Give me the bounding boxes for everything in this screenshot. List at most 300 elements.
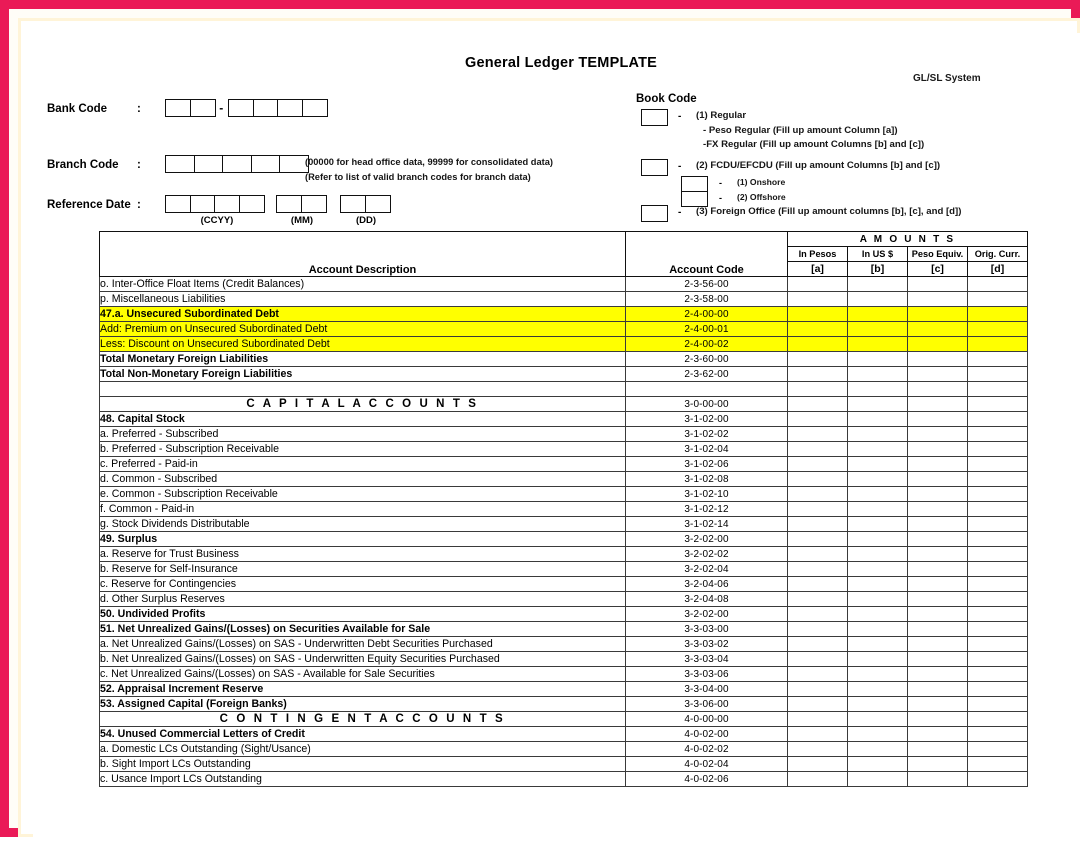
- book-code-option-2b-label: (2) Offshore: [737, 192, 786, 202]
- cell-account-description: p. Miscellaneous Liabilities: [100, 292, 626, 307]
- cell-amount-b[interactable]: [848, 472, 908, 487]
- th-amount-in-pesos: In Pesos: [788, 247, 848, 262]
- book-code-checkbox-foreign-office[interactable]: [641, 205, 668, 222]
- cell-account-description: a. Preferred - Subscribed: [100, 427, 626, 442]
- cell-amount-b[interactable]: [848, 517, 908, 532]
- cell-account-description: Total Monetary Foreign Liabilities: [100, 352, 626, 367]
- cell-amount-b[interactable]: [848, 742, 908, 757]
- cell-amount-c[interactable]: [908, 607, 968, 622]
- cell-account-description: b. Sight Import LCs Outstanding: [100, 757, 626, 772]
- bank-code-separator: -: [219, 101, 224, 115]
- cell-amount-a[interactable]: [788, 427, 848, 442]
- cell-amount-d[interactable]: [968, 277, 1028, 292]
- cell-amount-c[interactable]: [908, 427, 968, 442]
- cell-amount-c[interactable]: [908, 712, 968, 727]
- table-row: [100, 277, 1028, 292]
- th-col-letter-b: [b]: [848, 262, 908, 277]
- cell-account-description: c. Reserve for Contingencies: [100, 577, 626, 592]
- th-amount-orig-curr: Orig. Curr.: [968, 247, 1028, 262]
- cell-account-description: o. Inter-Office Float Items (Credit Balances): [100, 277, 626, 292]
- cell-account-description: 54. Unused Commercial Letters of Credit: [100, 727, 626, 742]
- table-row: [100, 322, 1028, 337]
- cell-account-code: 3-3-03-02: [626, 637, 788, 652]
- table-row: [100, 547, 1028, 562]
- cell-amount-b[interactable]: [848, 592, 908, 607]
- cell-amount-c[interactable]: [908, 667, 968, 682]
- branch-code-note-1: (00000 for head office data, 99999 for consolidated data): [305, 157, 553, 167]
- cell-amount-c[interactable]: [908, 382, 968, 397]
- cell-amount-b[interactable]: [848, 622, 908, 637]
- cell-account-description: 47.a. Unsecured Subordinated Debt: [100, 307, 626, 322]
- cell-account-description: a. Domestic LCs Outstanding (Sight/Usance): [100, 742, 626, 757]
- cell-amount-d[interactable]: [968, 337, 1028, 352]
- cell-account-description: e. Common - Subscription Receivable: [100, 487, 626, 502]
- cell-amount-d[interactable]: [968, 577, 1028, 592]
- cell-amount-a[interactable]: [788, 592, 848, 607]
- book-code-title: Book Code: [636, 93, 697, 105]
- bank-code-box-3[interactable]: [228, 99, 254, 117]
- cell-account-code: 4-0-02-00: [626, 727, 788, 742]
- branch-code-fields[interactable]: [165, 155, 308, 173]
- book-code-option-1-detail-2: -FX Regular (Fill up amount Columns [b] and [c]): [703, 139, 925, 150]
- cell-amount-c[interactable]: [908, 277, 968, 292]
- book-code-checkbox-offshore[interactable]: [681, 191, 708, 207]
- cell-amount-b[interactable]: [848, 562, 908, 577]
- table-row: [100, 442, 1028, 457]
- cell-account-code: 3-1-02-10: [626, 487, 788, 502]
- cell-account-description: f. Common - Paid-in: [100, 502, 626, 517]
- cell-account-code: 3-2-02-02: [626, 547, 788, 562]
- cell-account-code: 3-1-02-04: [626, 442, 788, 457]
- ref-year-box-1[interactable]: [165, 195, 191, 213]
- cell-amount-a[interactable]: [788, 622, 848, 637]
- cell-amount-c[interactable]: [908, 397, 968, 412]
- book-code-option-2-label: (2) FCDU/EFCDU (Fill up amount Columns [b] and [c]): [696, 160, 941, 171]
- cell-amount-c[interactable]: [908, 337, 968, 352]
- cell-amount-d[interactable]: [968, 607, 1028, 622]
- cell-account-code: 3-1-02-14: [626, 517, 788, 532]
- cell-account-code: 3-1-02-00: [626, 412, 788, 427]
- table-body: [100, 277, 1028, 787]
- cell-amount-a[interactable]: [788, 487, 848, 502]
- cell-amount-d[interactable]: [968, 547, 1028, 562]
- cell-amount-c[interactable]: [908, 697, 968, 712]
- system-label: GL/SL System: [913, 73, 981, 84]
- cell-amount-b[interactable]: [848, 277, 908, 292]
- cell-amount-a[interactable]: [788, 382, 848, 397]
- cell-account-code: 3-1-02-02: [626, 427, 788, 442]
- cell-amount-a[interactable]: [788, 652, 848, 667]
- book-code-checkbox-fcdu[interactable]: [641, 159, 668, 176]
- cell-amount-a[interactable]: [788, 412, 848, 427]
- cell-amount-d[interactable]: [968, 292, 1028, 307]
- cell-account-description: C A P I T A L A C C O U N T S: [100, 397, 626, 412]
- cell-account-code: 3-2-04-08: [626, 592, 788, 607]
- cell-amount-c[interactable]: [908, 592, 968, 607]
- table-row: [100, 517, 1028, 532]
- cell-amount-d[interactable]: [968, 352, 1028, 367]
- reference-date-colon: :: [137, 199, 141, 211]
- table-row: [100, 502, 1028, 517]
- th-amount-in-usd: In US $: [848, 247, 908, 262]
- cell-amount-c[interactable]: [908, 742, 968, 757]
- branch-code-box-2[interactable]: [194, 155, 224, 173]
- cell-amount-b[interactable]: [848, 382, 908, 397]
- cell-amount-c[interactable]: [908, 562, 968, 577]
- cell-account-description: C O N T I N G E N T A C C O U N T S: [100, 712, 626, 727]
- cell-amount-d[interactable]: [968, 712, 1028, 727]
- cell-amount-b[interactable]: [848, 757, 908, 772]
- cell-account-description: c. Usance Import LCs Outstanding: [100, 772, 626, 787]
- cell-amount-b[interactable]: [848, 547, 908, 562]
- branch-code-box-4[interactable]: [251, 155, 281, 173]
- cell-amount-c[interactable]: [908, 772, 968, 787]
- cell-account-code: 2-3-58-00: [626, 292, 788, 307]
- ref-year-caption: (CCYY): [200, 215, 234, 226]
- ref-month-caption: (MM): [290, 215, 314, 226]
- cell-amount-a[interactable]: [788, 472, 848, 487]
- th-col-letter-a: [a]: [788, 262, 848, 277]
- cell-account-description: b. Preferred - Subscription Receivable: [100, 442, 626, 457]
- cell-amount-b[interactable]: [848, 397, 908, 412]
- cell-account-code: 3-3-04-00: [626, 682, 788, 697]
- cell-amount-b[interactable]: [848, 637, 908, 652]
- bank-code-box-2[interactable]: [190, 99, 216, 117]
- table-row: [100, 757, 1028, 772]
- cell-amount-d[interactable]: [968, 382, 1028, 397]
- table-row: [100, 412, 1028, 427]
- book-code-option-1-label: (1) Regular: [696, 110, 747, 121]
- bank-code-label: Bank Code: [47, 103, 108, 115]
- reference-date-label: Reference Date: [47, 199, 131, 211]
- cell-amount-b[interactable]: [848, 352, 908, 367]
- cell-account-description: d. Common - Subscribed: [100, 472, 626, 487]
- ref-year-box-2[interactable]: [190, 195, 216, 213]
- cell-amount-d[interactable]: [968, 442, 1028, 457]
- cell-amount-d[interactable]: [968, 532, 1028, 547]
- table-row: [100, 727, 1028, 742]
- cell-account-description: 48. Capital Stock: [100, 412, 626, 427]
- cell-amount-b[interactable]: [848, 457, 908, 472]
- cell-amount-c[interactable]: [908, 532, 968, 547]
- cell-account-code: 3-1-02-08: [626, 472, 788, 487]
- th-col-letter-d: [d]: [968, 262, 1028, 277]
- table-row: [100, 367, 1028, 382]
- book-code-dash-1: -: [678, 111, 682, 122]
- table-row: [100, 772, 1028, 787]
- cell-amount-b[interactable]: [848, 442, 908, 457]
- cell-account-code: 2-4-00-02: [626, 337, 788, 352]
- bank-code-box-5[interactable]: [277, 99, 303, 117]
- cell-account-code: 3-3-03-04: [626, 652, 788, 667]
- cell-amount-c[interactable]: [908, 457, 968, 472]
- cell-amount-d[interactable]: [968, 772, 1028, 787]
- cell-amount-b[interactable]: [848, 337, 908, 352]
- cell-amount-a[interactable]: [788, 607, 848, 622]
- cell-amount-d[interactable]: [968, 667, 1028, 682]
- cell-amount-b[interactable]: [848, 772, 908, 787]
- cell-amount-b[interactable]: [848, 322, 908, 337]
- table-row: [100, 622, 1028, 637]
- cell-amount-a[interactable]: [788, 442, 848, 457]
- cell-amount-b[interactable]: [848, 367, 908, 382]
- cell-amount-d[interactable]: [968, 562, 1028, 577]
- cell-amount-c[interactable]: [908, 547, 968, 562]
- cell-amount-b[interactable]: [848, 427, 908, 442]
- branch-code-box-3[interactable]: [222, 155, 252, 173]
- cell-amount-c[interactable]: [908, 322, 968, 337]
- cell-amount-a[interactable]: [788, 502, 848, 517]
- bank-code-box-6[interactable]: [302, 99, 328, 117]
- cell-account-code: 3-3-03-06: [626, 667, 788, 682]
- cell-amount-c[interactable]: [908, 652, 968, 667]
- th-account-code: Account Code: [626, 232, 788, 277]
- cell-amount-d[interactable]: [968, 622, 1028, 637]
- cell-amount-d[interactable]: [968, 487, 1028, 502]
- cell-amount-b[interactable]: [848, 727, 908, 742]
- table-row: [100, 697, 1028, 712]
- bank-code-fields[interactable]: [165, 99, 327, 117]
- cell-account-code: 4-0-02-02: [626, 742, 788, 757]
- reference-date-month-fields[interactable]: [276, 195, 325, 213]
- cell-account-description: a. Net Unrealized Gains/(Losses) on SAS - Underwritten Debt Securities Purchased: [100, 637, 626, 652]
- book-code-option-2a-label: (1) Onshore: [737, 177, 786, 187]
- cell-amount-b[interactable]: [848, 607, 908, 622]
- cell-amount-d[interactable]: [968, 742, 1028, 757]
- cell-account-description: c. Net Unrealized Gains/(Losses) on SAS - Available for Sale Securities: [100, 667, 626, 682]
- cell-amount-d[interactable]: [968, 367, 1028, 382]
- cell-amount-b[interactable]: [848, 682, 908, 697]
- table-row: [100, 307, 1028, 322]
- cell-amount-d[interactable]: [968, 427, 1028, 442]
- cell-account-code: 2-4-00-01: [626, 322, 788, 337]
- cell-account-code: 3-2-04-06: [626, 577, 788, 592]
- ref-month-box-2[interactable]: [301, 195, 327, 213]
- cell-account-code: 3-1-02-06: [626, 457, 788, 472]
- cell-account-code: 2-3-60-00: [626, 352, 788, 367]
- cell-amount-d[interactable]: [968, 457, 1028, 472]
- book-code-option-3-label: (3) Foreign Office (Fill up amount columns [b], [c], and [d]): [696, 206, 962, 217]
- cell-amount-a[interactable]: [788, 352, 848, 367]
- cell-account-code: 3-1-02-12: [626, 502, 788, 517]
- th-col-letter-c: [c]: [908, 262, 968, 277]
- book-code-checkbox-regular[interactable]: [641, 109, 668, 126]
- ref-year-box-4[interactable]: [239, 195, 265, 213]
- branch-code-note-2: (Refer to list of valid branch codes for branch data): [305, 172, 531, 182]
- cell-amount-a[interactable]: [788, 742, 848, 757]
- cell-amount-c[interactable]: [908, 502, 968, 517]
- cell-amount-a[interactable]: [788, 517, 848, 532]
- cell-amount-a[interactable]: [788, 292, 848, 307]
- cell-amount-c[interactable]: [908, 472, 968, 487]
- cell-amount-d[interactable]: [968, 472, 1028, 487]
- cell-account-code: 4-0-02-04: [626, 757, 788, 772]
- cell-amount-d[interactable]: [968, 637, 1028, 652]
- frame-inner-bevel: [18, 18, 1080, 837]
- cell-amount-b[interactable]: [848, 292, 908, 307]
- cell-amount-a[interactable]: [788, 367, 848, 382]
- cell-amount-a[interactable]: [788, 757, 848, 772]
- cell-amount-a[interactable]: [788, 727, 848, 742]
- cell-amount-d[interactable]: [968, 412, 1028, 427]
- ledger-page: [33, 33, 1080, 846]
- cell-account-description: d. Other Surplus Reserves: [100, 592, 626, 607]
- cell-amount-a[interactable]: [788, 682, 848, 697]
- book-code-dash-2: -: [678, 161, 682, 172]
- cell-amount-b[interactable]: [848, 487, 908, 502]
- cell-amount-a[interactable]: [788, 532, 848, 547]
- table-row: [100, 337, 1028, 352]
- cell-account-code: 3-2-02-04: [626, 562, 788, 577]
- cell-account-description: b. Reserve for Self-Insurance: [100, 562, 626, 577]
- cell-amount-d[interactable]: [968, 697, 1028, 712]
- cell-account-description: 53. Assigned Capital (Foreign Banks): [100, 697, 626, 712]
- table-row: [100, 352, 1028, 367]
- cell-account-description: b. Net Unrealized Gains/(Losses) on SAS - Underwritten Equity Securities Purchased: [100, 652, 626, 667]
- cell-account-code: 3-2-02-00: [626, 532, 788, 547]
- cell-amount-b[interactable]: [848, 532, 908, 547]
- book-code-dash-2a: -: [719, 178, 722, 188]
- cell-amount-a[interactable]: [788, 547, 848, 562]
- cell-amount-a[interactable]: [788, 667, 848, 682]
- table-row: [100, 637, 1028, 652]
- cell-amount-a[interactable]: [788, 562, 848, 577]
- cell-amount-d[interactable]: [968, 592, 1028, 607]
- cell-amount-a[interactable]: [788, 637, 848, 652]
- cell-amount-b[interactable]: [848, 577, 908, 592]
- cell-amount-a[interactable]: [788, 577, 848, 592]
- table-row: [100, 577, 1028, 592]
- cell-account-code: 3-2-02-00: [626, 607, 788, 622]
- cell-amount-b[interactable]: [848, 667, 908, 682]
- bank-code-box-1[interactable]: [165, 99, 191, 117]
- cell-amount-d[interactable]: [968, 652, 1028, 667]
- cell-amount-a[interactable]: [788, 397, 848, 412]
- cell-amount-a[interactable]: [788, 307, 848, 322]
- cell-amount-c[interactable]: [908, 622, 968, 637]
- bank-code-colon: :: [137, 103, 141, 115]
- cell-amount-d[interactable]: [968, 682, 1028, 697]
- cell-amount-d[interactable]: [968, 502, 1028, 517]
- cell-amount-a[interactable]: [788, 277, 848, 292]
- branch-code-label: Branch Code: [47, 159, 119, 171]
- book-code-dash-3: -: [678, 207, 682, 218]
- cell-amount-c[interactable]: [908, 577, 968, 592]
- cell-amount-d[interactable]: [968, 397, 1028, 412]
- cell-amount-d[interactable]: [968, 307, 1028, 322]
- cell-amount-b[interactable]: [848, 697, 908, 712]
- cell-account-description: c. Preferred - Paid-in: [100, 457, 626, 472]
- cell-account-description: Add: Premium on Unsecured Subordinated Debt: [100, 322, 626, 337]
- th-amount-peso-equiv: Peso Equiv.: [908, 247, 968, 262]
- cell-amount-a[interactable]: [788, 712, 848, 727]
- cell-account-code: [626, 382, 788, 397]
- cell-amount-d[interactable]: [968, 757, 1028, 772]
- cell-amount-b[interactable]: [848, 652, 908, 667]
- cell-amount-d[interactable]: [968, 322, 1028, 337]
- table-row: [100, 532, 1028, 547]
- cell-account-code: 2-3-62-00: [626, 367, 788, 382]
- cell-amount-c[interactable]: [908, 682, 968, 697]
- ref-day-box-2[interactable]: [365, 195, 391, 213]
- ref-month-box-1[interactable]: [276, 195, 302, 213]
- cell-amount-c[interactable]: [908, 367, 968, 382]
- table-row: [100, 682, 1028, 697]
- bank-code-box-4[interactable]: [253, 99, 279, 117]
- cell-account-code: 4-0-00-00: [626, 712, 788, 727]
- cell-account-description: g. Stock Dividends Distributable: [100, 517, 626, 532]
- table-row: [100, 457, 1028, 472]
- cell-amount-c[interactable]: [908, 412, 968, 427]
- branch-code-colon: :: [137, 159, 141, 171]
- table-row: [100, 667, 1028, 682]
- cell-account-description: 50. Undivided Profits: [100, 607, 626, 622]
- cell-amount-b[interactable]: [848, 412, 908, 427]
- cell-amount-c[interactable]: [908, 757, 968, 772]
- cell-amount-d[interactable]: [968, 727, 1028, 742]
- cell-amount-c[interactable]: [908, 307, 968, 322]
- cell-amount-c[interactable]: [908, 517, 968, 532]
- th-account-description: Account Description: [100, 232, 626, 277]
- reference-date-year-fields[interactable]: [165, 195, 263, 213]
- cell-amount-c[interactable]: [908, 292, 968, 307]
- cell-amount-b[interactable]: [848, 307, 908, 322]
- cell-amount-c[interactable]: [908, 727, 968, 742]
- general-ledger-table: [99, 231, 1028, 787]
- cell-amount-a[interactable]: [788, 457, 848, 472]
- table-header: [100, 232, 1028, 277]
- cell-amount-c[interactable]: [908, 487, 968, 502]
- cell-amount-a[interactable]: [788, 697, 848, 712]
- book-code-option-1-detail-1: - Peso Regular (Fill up amount Column [a]): [703, 125, 898, 136]
- table-row: [100, 427, 1028, 442]
- ref-day-caption: (DD): [355, 215, 377, 226]
- cell-account-code: 2-3-56-00: [626, 277, 788, 292]
- cell-amount-c[interactable]: [908, 637, 968, 652]
- branch-code-box-1[interactable]: [165, 155, 195, 173]
- cell-account-code: 2-4-00-00: [626, 307, 788, 322]
- table-row: [100, 562, 1028, 577]
- cell-amount-a[interactable]: [788, 772, 848, 787]
- table-row: [100, 607, 1028, 622]
- reference-date-day-fields[interactable]: [340, 195, 389, 213]
- cell-account-code: 3-3-06-00: [626, 697, 788, 712]
- cell-account-code: 3-3-03-00: [626, 622, 788, 637]
- table-row: [100, 472, 1028, 487]
- table-row: [100, 712, 1028, 727]
- table-row: [100, 487, 1028, 502]
- book-code-dash-2b: -: [719, 193, 722, 203]
- cell-amount-c[interactable]: [908, 442, 968, 457]
- ref-year-box-3[interactable]: [214, 195, 240, 213]
- ref-day-box-1[interactable]: [340, 195, 366, 213]
- table-row: [100, 382, 1028, 397]
- cell-amount-c[interactable]: [908, 352, 968, 367]
- cell-amount-a[interactable]: [788, 322, 848, 337]
- book-code-checkbox-onshore[interactable]: [681, 176, 708, 192]
- cell-account-description: 51. Net Unrealized Gains/(Losses) on Securities Available for Sale: [100, 622, 626, 637]
- cell-amount-a[interactable]: [788, 337, 848, 352]
- cell-amount-d[interactable]: [968, 517, 1028, 532]
- cell-amount-b[interactable]: [848, 712, 908, 727]
- table-row: [100, 292, 1028, 307]
- cell-account-code: 4-0-02-06: [626, 772, 788, 787]
- cell-account-description: Total Non-Monetary Foreign Liabilities: [100, 367, 626, 382]
- cell-account-description: 52. Appraisal Increment Reserve: [100, 682, 626, 697]
- table-row: [100, 397, 1028, 412]
- cell-amount-b[interactable]: [848, 502, 908, 517]
- page-title: General Ledger TEMPLATE: [464, 55, 658, 71]
